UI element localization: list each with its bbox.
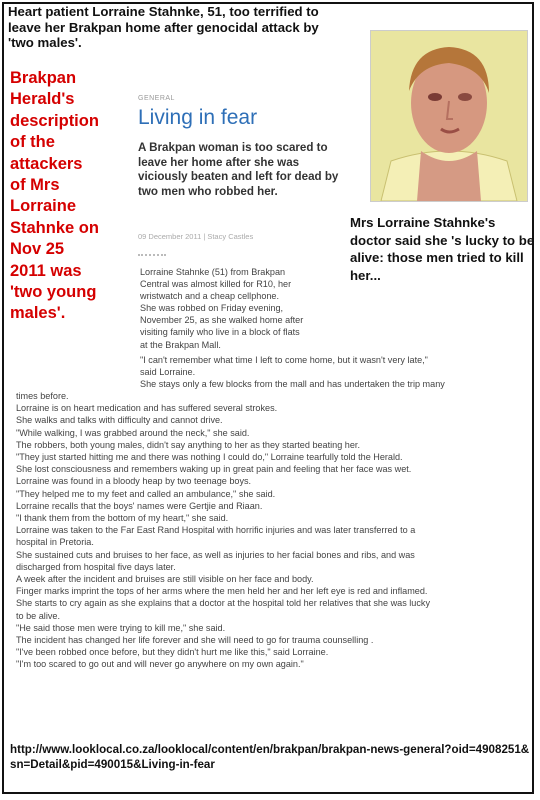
article-paragraph-line: Lorraine recalls that the boys' names were Gertjie and Riaan. [16, 500, 263, 511]
article-paragraph-line: times before. [16, 391, 69, 401]
sidebar-line: 'two young [10, 283, 97, 302]
article-paragraph-line: "They just started hitting me and there was nothing I could do," Lorraine tearfully told the Herald. [16, 452, 403, 463]
article-paragraph-line: The incident has changed her life forever and she will need to go for trauma counselling . [16, 635, 374, 646]
article-paragraph-line: Lorraine was taken to the Far East Rand Hospital with horrific injuries and was later transferred to a [16, 525, 416, 536]
article-paragraph-line: Finger marks imprint the tops of her arms where the men held her and her left eye is red and inflamed. [16, 586, 428, 597]
article-paragraph-line: said Lorraine. [140, 367, 196, 378]
article-paragraph-line: "I've been robbed once before, but they didn't hurt me like this," said Lorraine. [16, 647, 329, 658]
article-paragraph-line: Lorraine was found in a bloody heap by two teenage boys. [16, 476, 252, 487]
sidebar-line: attackers [10, 154, 83, 173]
article-paragraph-line: "While walking, I was grabbed around the neck," she said. [16, 427, 250, 438]
article-paragraph-line: She lost consciousness and remembers waking up in great pain and feeling that her face was wet. [16, 464, 412, 475]
article-paragraph-line: visiting family who live in a block of flats [140, 327, 300, 338]
sidebar-line: of Mrs [10, 176, 60, 195]
article-paragraph-line: at the Brakpan Mall. [140, 339, 221, 350]
article-paragraph-line: to be alive. [16, 610, 60, 621]
article-paragraph-line: A week after the incident and bruises are still visible on her face and body. [16, 574, 314, 585]
article-paragraph-line: She stays only a few blocks from the mall and has undertaken the trip many [140, 379, 445, 390]
article-paragraph-line: wristwatch and a cheap cellphone. [140, 291, 280, 302]
article-paragraph-line: hospital in Pretoria. [16, 537, 94, 548]
article-paragraph-line: Central was almost killed for R10, her [140, 279, 292, 290]
article-paragraph-line: She starts to cry again as she explains that a doctor at the hospital told her relatives that she was lucky [16, 598, 430, 609]
article-paragraph-line: "I'm too scared to go out and will never go anywhere on my own again." [16, 659, 304, 670]
sidebar-line: 2011 was [10, 261, 82, 280]
photo-caption: Mrs Lorraine Stahnke's doctor said she 's lucky to be alive: those men tried to kill her... [350, 215, 535, 283]
article-paragraph-line: Lorraine Stahnke (51) from Brakpan [140, 267, 286, 277]
sidebar-commentary [10, 68, 120, 325]
article-category: GENERAL [138, 95, 175, 102]
article-body-wide [16, 390, 526, 671]
sidebar-line: of the [10, 133, 55, 152]
sidebar-line: Nov 25 [10, 240, 65, 259]
sidebar-line: description [10, 111, 99, 130]
sidebar-line: Stahnke on [10, 218, 99, 237]
article-title: Living in fear [138, 106, 258, 129]
article-paragraph-line: "They helped me to my feet and called an ambulance," she said. [16, 488, 276, 499]
article-paragraph-line: She was robbed on Friday evening, [140, 303, 284, 314]
article-paragraph-line: "I thank them from the bottom of my heart," she said. [16, 513, 229, 524]
article-paragraph-line: "He said those men were trying to kill me," she said. [16, 622, 226, 633]
sidebar-line: males'. [10, 304, 66, 323]
article-paragraph-line: discharged from hospital five days later. [16, 561, 176, 572]
article-body-full [140, 354, 528, 390]
article-lead: A Brakpan woman is too scared to leave her home after she was viciously beaten and left for dead by two men who robbed her. [138, 141, 339, 198]
article-paragraph-line: She sustained cuts and bruises to her face, as well as injuries to her facial bones and ribs, and was [16, 549, 415, 560]
article-paragraph-line: November 25, as she walked home after [140, 315, 304, 326]
sidebar-line: Lorraine [10, 197, 77, 216]
article-byline: 09 December 2011 | Stacy Castles [138, 232, 254, 241]
article-paragraph-line: "I can't remember what time I left to come home, but it wasn't very late," [140, 355, 428, 365]
article-paragraph-line: The robbers, both young males, didn't say anything to her as they started beating her. [16, 439, 360, 450]
headline: Heart patient Lorraine Stahnke, 51, too terrified to leave her Brakpan home after genocidal attack by 'two males'. [8, 4, 319, 50]
article-paragraph-line: She walks and talks with difficulty and cannot drive. [16, 415, 223, 426]
sidebar-line: Herald's [10, 90, 75, 109]
source-url: http://www.looklocal.co.za/looklocal/content/en/brakpan/brakpan-news-general?oid=4908251&sn=Detail&pid=490015&Living-in-fear [10, 743, 530, 771]
sidebar-line: Brakpan [10, 69, 77, 87]
separator-dots [138, 254, 166, 256]
portrait-photo [370, 30, 528, 202]
portrait-illustration [371, 31, 527, 201]
article-paragraph-line: Lorraine is on heart medication and has suffered several strokes. [16, 403, 278, 414]
article-body-narrow [140, 266, 352, 351]
